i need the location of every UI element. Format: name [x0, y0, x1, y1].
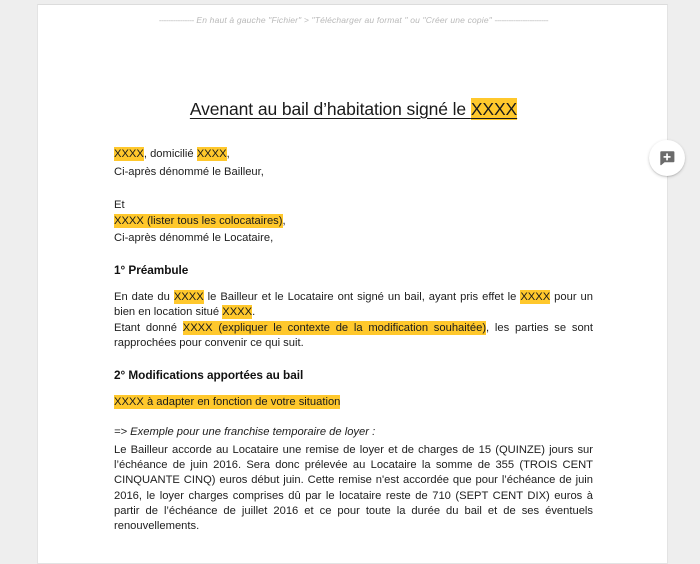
section-heading-preambule: 1° Préambule [114, 263, 189, 277]
contexte-modification-placeholder: XXXX (expliquer le contexte de la modification souhaitée) [182, 322, 487, 334]
bailleur-line-comma: , [226, 148, 230, 160]
locataire-identity-line [114, 214, 593, 229]
locataire-line-comma: , [282, 215, 286, 227]
instruction-leader-left: --------------- [158, 15, 194, 25]
add-comment-button[interactable] [649, 140, 685, 176]
preambule-paragraph-1 [114, 290, 593, 320]
add-comment-icon [658, 149, 676, 167]
adresse-bien-placeholder: XXXX [222, 306, 253, 319]
bailleur-address-placeholder: XXXX [196, 148, 227, 160]
run-text: En date du [114, 291, 174, 303]
adaptation-note [114, 395, 593, 410]
run-text: . [252, 306, 256, 319]
run-text: pour un bien en location situé [114, 291, 593, 319]
instruction-text: En haut à gauche "Fichier" > "Télécharger au format " ou "Créer une copie" [196, 15, 492, 25]
run-text: Etant donné [114, 322, 183, 334]
page-title-placeholder: XXXX [470, 98, 518, 119]
locataire-designation: Ci-après dénommé le Locataire, [114, 232, 274, 244]
page-title-underline [190, 98, 517, 120]
page-title [38, 97, 668, 121]
document-page[interactable] [37, 4, 668, 564]
preambule-paragraph-2 [114, 321, 593, 351]
date-bail-placeholder: XXXX [173, 291, 204, 303]
example-intro-line: => Exemple pour une franchise temporaire de loyer : [114, 426, 376, 438]
run-text: , les parties se sont rapprochées pour convenir ce qui suit. [114, 322, 593, 350]
instruction-leader-right: ----------------------- [494, 15, 549, 25]
conjunction-et: Et [114, 199, 125, 211]
page-title-text: Avenant au bail d’habitation signé le [189, 98, 471, 119]
instruction-line [38, 15, 668, 26]
locataire-name-placeholder: XXXX (lister tous les colocataires) [114, 215, 283, 227]
section-heading-modifications: 2° Modifications apportées au bail [114, 368, 304, 382]
example-body-paragraph: Le Bailleur accorde au Locataire une remise de loyer et de charges de 15 (QUINZE) jours sur l’échéance de juin 2016. Sera donc prélevée au Locataire la somme de 355 (TROIS CENT CINQUANTE CINQ) euros début juin. Cette remise n'est accordée que pour l’échéance de juin 2016, le loyer charges comprises dû par le locataire reste de 710 (SEPT CENT DIX) euros à partir de l’échéance de juillet 2016 et ce pour toute la durée du bail et de ses éventuels renouvellements. [114, 444, 593, 533]
adaptation-note-highlight: XXXX à adapter en fonction de votre situation [114, 396, 341, 408]
bailleur-name-placeholder: XXXX [114, 148, 144, 160]
bailleur-designation: Ci-après dénommé le Bailleur, [114, 166, 264, 178]
run-text: le Bailleur et le Locataire ont signé un bail, ayant pris effet le [203, 291, 521, 303]
date-effet-placeholder: XXXX [520, 291, 551, 303]
bailleur-identity-line [114, 147, 593, 162]
bailleur-line-mid: , domicilié [143, 148, 197, 160]
